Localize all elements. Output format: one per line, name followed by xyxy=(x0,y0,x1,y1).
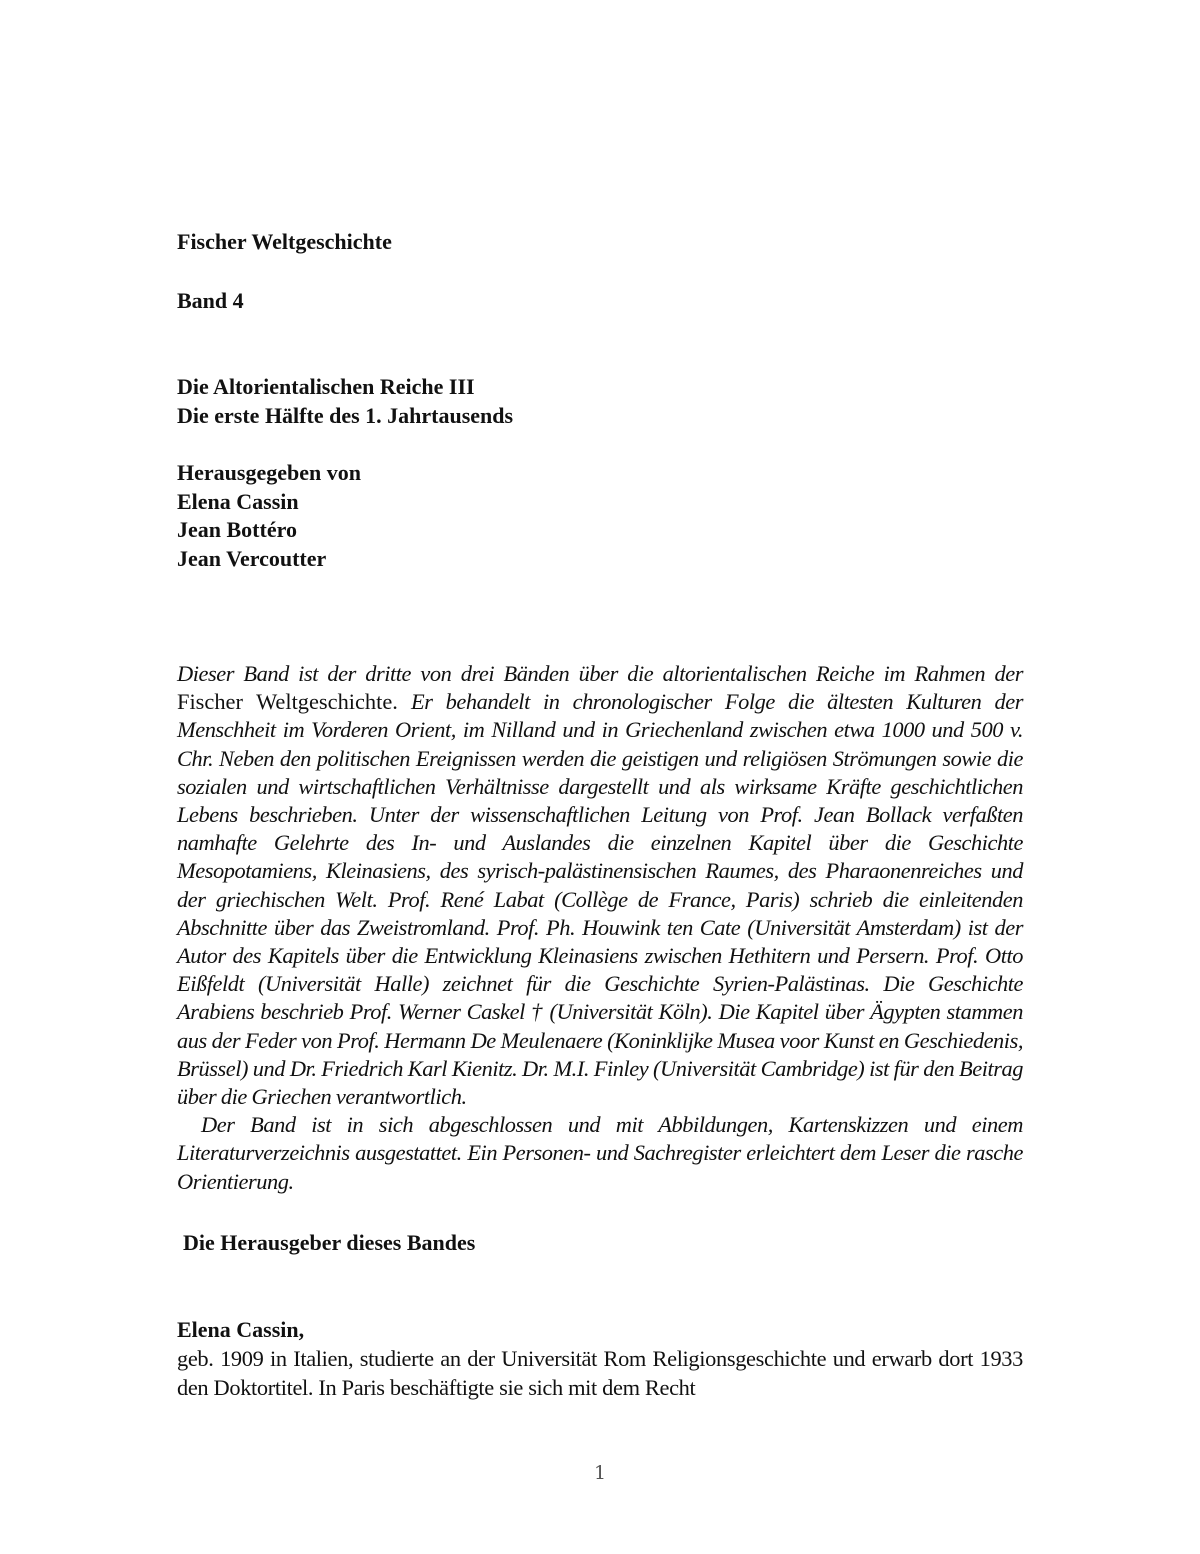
book-description xyxy=(177,660,1023,1196)
editor-bio xyxy=(177,1345,1023,1402)
editor-name: Elena Cassin xyxy=(177,488,299,514)
book-title-line-1: Die Altorientalischen Reiche III xyxy=(177,374,475,399)
book-title-line-2: Die erste Hälfte des 1. Jahrtausends xyxy=(177,402,514,428)
volume-text: Band 4 xyxy=(177,288,244,313)
description-text: Dieser Band ist der dritte von drei Bänden über die altorientalischen Reiche im Rahmen der xyxy=(177,661,1023,686)
editor-bio-name: Elena Cassin, xyxy=(177,1317,305,1342)
description-paragraph xyxy=(177,660,1023,1111)
editors-block xyxy=(177,459,361,573)
page-number: 1 xyxy=(593,1462,607,1484)
description-text: Er behandelt in chronologischer Folge die ältesten Kulturen der Menschheit im Vorderen Orient, im Nilland und in Griechenland zwischen etwa 1000 und 500 v. Chr. Neben den politischen Ereignissen werden die geistigen und religiösen Strömungen sowie die sozialen und wirtschaftlichen Verhältnisse dargestellt und als wirksame Kräfte geschichtlichen Lebens beschrieben. Unter der wissenschaftlichen Leitung von Prof. Jean Bollack verfaßten namhafte Gelehrte des In- und Auslandes die einzelnen Kapitel über die Geschichte Mesopotamiens, Kleinasiens, des syrisch-palästinensischen Raumes, des Pharaonenreiches und der griechischen Welt. Prof. René Labat (Collège de France, Paris) schrieb die einleitenden Abschnitte über das Zweistromland. Prof. Ph. Houwink ten Cate (Universität Amsterdam) ist der Autor des Kapitels über die Entwicklung Kleinasiens zwischen Hethitern und Persern. Prof. Otto Eißfeldt (Universität Halle) zeichnet für die Geschichte Syrien-Palästinas. Die Geschichte Arabiens beschrieb Prof. Werner Caskel † (Universität Köln). Die Kapitel über Ägypten stammen aus der Feder von Prof. Hermann De Meulenaere (Koninklijke Musea voor Kunst en Geschiedenis, Brüssel) und Dr. Friedrich Karl Kienitz. Dr. M.I. Finley (Universität Cambridge) ist für den Beitrag über die Griechen verantwortlich. xyxy=(177,689,1024,1110)
editors-section-heading: Die Herausgeber dieses Bandes xyxy=(183,1230,476,1255)
book-title xyxy=(177,373,513,430)
series-title-text: Fischer Weltgeschichte xyxy=(177,229,392,254)
editor-name: Jean Bottéro xyxy=(177,517,297,542)
volume-label xyxy=(177,287,244,316)
editors-label: Herausgegeben von xyxy=(177,460,361,485)
editor-name: Jean Vercoutter xyxy=(177,545,327,571)
series-title xyxy=(177,228,392,257)
series-name-inline: Fischer Weltgeschichte. xyxy=(177,689,398,715)
description-paragraph: Der Band ist in sich abgeschlossen und mit Abbildungen, Kartenskizzen und einem Literaturverzeichnis ausgestattet. Ein Personen- und Sachregister erleichtert dem Leser die rasche Orientierung. xyxy=(177,1112,1023,1194)
editor-bio-text: geb. 1909 in Italien, studierte an der Universität Rom Religionsgeschichte und erwarb dort 1933 den Doktortitel. In Paris beschäftigte sie sich mit dem Recht xyxy=(177,1346,1023,1400)
